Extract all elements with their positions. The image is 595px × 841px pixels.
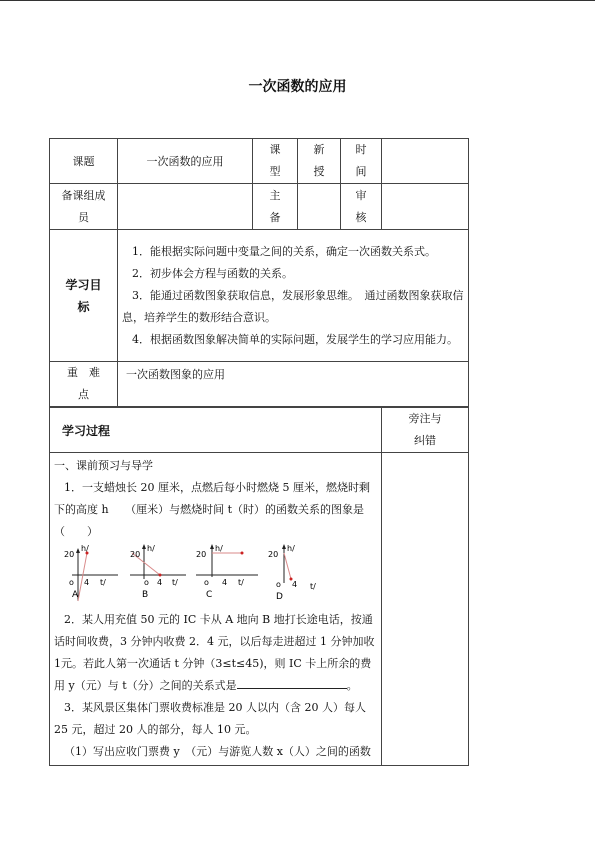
review-label: 审 核 bbox=[341, 184, 382, 230]
lesson-plan-table bbox=[49, 138, 469, 766]
objective-item: 3．能通过函数图象获取信息，发展形象思维。 通过函数图象获取信息，培养学生的数形结合意识。 bbox=[122, 288, 464, 324]
group-value bbox=[118, 184, 253, 230]
group-label: 备课组成 员 bbox=[50, 184, 118, 230]
process-body-row bbox=[50, 453, 469, 766]
key-points-label: 重 难 点 bbox=[50, 362, 118, 408]
section-heading: 一、课前预习与导学 bbox=[54, 459, 153, 472]
page-title: 一次函数的应用 bbox=[248, 79, 347, 95]
objectives-label: 学习目 标 bbox=[50, 230, 118, 362]
graph-origin: o bbox=[144, 578, 149, 587]
graph-option-c bbox=[192, 543, 258, 609]
graph-option-label: C bbox=[206, 590, 213, 600]
graph-option-a bbox=[58, 543, 118, 609]
side-notes-area bbox=[382, 453, 469, 766]
process-content bbox=[50, 453, 382, 766]
graph-h-label: h/ bbox=[215, 544, 223, 553]
graph-x-tick: 4 bbox=[222, 578, 228, 587]
top-rule bbox=[0, 0, 595, 1]
lead-value bbox=[298, 184, 341, 230]
graph-x-tick: 4 bbox=[84, 578, 90, 587]
question-3: 3．某风景区集体门票收费标准是 20 人以内（含 20 人）每人 25 元，超过 20 人的部分，每人 10 元。 bbox=[54, 701, 366, 736]
answer-blank bbox=[237, 676, 347, 689]
objective-item: 4．根据函数图象解决简单的实际问题，发展学生的学习应用能力。 bbox=[132, 332, 458, 346]
graph-option-d bbox=[264, 543, 330, 609]
type-value: 新 授 bbox=[298, 139, 341, 184]
graph-option-b bbox=[124, 543, 186, 609]
graph-t-label: t/ bbox=[238, 578, 244, 587]
graph-y-tick: 20 bbox=[268, 550, 279, 559]
graph-y-tick: 20 bbox=[130, 550, 141, 559]
key-points-row bbox=[50, 362, 469, 408]
prep-row bbox=[50, 184, 469, 230]
graph-h-label: h/ bbox=[287, 544, 295, 553]
question-1: 1．一支蜡烛长 20 厘米，点燃后每小时燃烧 5 厘米，燃烧时剩下的高度 h （厘米）与燃烧时间 t（时）的函数关系的图象是（ ） bbox=[54, 481, 370, 538]
side-notes-label: 旁注与 纠错 bbox=[382, 407, 469, 453]
graph-y-tick: 20 bbox=[196, 550, 207, 559]
question-2: 2．某人用充值 50 元的 IC 卡从 A 地向 B 地打长途电话，按通话时间收费，3 分钟内收费 2．4 元，以后每走进超过 1 分钟加收 1元。若此人第一次通话 t 分钟（3≤t≤45)，则 IC 卡上所余的费用 y（元）与 t（分）之间的关系式是 。 bbox=[54, 613, 375, 692]
time-value bbox=[382, 139, 469, 184]
topic-value: 一次函数的应用 bbox=[118, 139, 253, 184]
process-title: 学习过程 bbox=[50, 407, 382, 453]
question-3-part-1: （1）写出应收门票费 y （元）与游览人数 x（人）之间的函数 bbox=[64, 745, 371, 758]
lead-label: 主 备 bbox=[253, 184, 298, 230]
graph-origin: o bbox=[204, 578, 209, 587]
objectives-row bbox=[50, 230, 469, 362]
objectives-list bbox=[118, 230, 469, 362]
graph-y-tick: 20 bbox=[64, 550, 75, 559]
graph-option-label: B bbox=[142, 590, 149, 600]
graph-origin: o bbox=[69, 578, 74, 587]
graph-x-tick: 4 bbox=[292, 580, 298, 589]
graph-x-tick: 4 bbox=[157, 578, 163, 587]
graph-t-label: t/ bbox=[172, 578, 178, 587]
review-value bbox=[382, 184, 469, 230]
graph-option-label: A bbox=[72, 590, 79, 600]
type-label: 课 型 bbox=[253, 139, 298, 184]
graph-option-label: D bbox=[276, 592, 283, 602]
process-header-row bbox=[50, 407, 469, 453]
topic-label: 课题 bbox=[50, 139, 118, 184]
graph-origin: o bbox=[276, 580, 281, 589]
graph-t-label: t/ bbox=[100, 578, 106, 587]
time-label: 时 间 bbox=[341, 139, 382, 184]
objective-item: 1．能根据实际问题中变量之间的关系，确定一次函数关系式。 bbox=[132, 244, 436, 258]
graph-h-label: h/ bbox=[147, 544, 155, 553]
graph-t-label: t/ bbox=[310, 582, 316, 591]
header-row bbox=[50, 139, 469, 184]
key-points-value: 一次函数图象的应用 bbox=[118, 362, 469, 408]
objective-item: 2．初步体会方程与函数的关系。 bbox=[132, 266, 293, 280]
graph-h-label: h/ bbox=[81, 544, 89, 553]
graph-options bbox=[58, 543, 377, 609]
